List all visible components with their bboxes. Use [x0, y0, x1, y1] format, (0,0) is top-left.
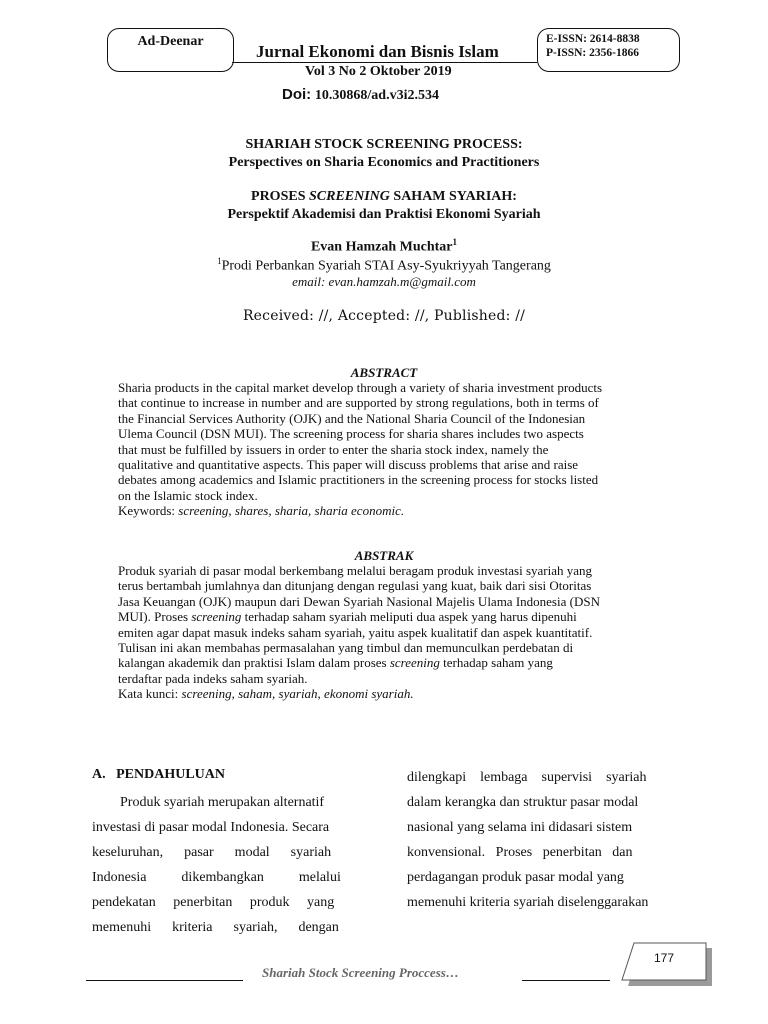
- body-line: memenuhi kriteria syariah, dengan: [92, 920, 339, 935]
- abstract-line: Sharia products in the capital market develop through a variety of sharia investment products: [118, 380, 603, 395]
- abstrak-line: terus bertambah jumlahnya dan ditunjang dengan regulasi yang kuat, baik dari sisi Otoritas: [118, 578, 592, 594]
- body-line: perdagangan produk pasar modal yang: [407, 870, 624, 885]
- title-indonesian-line1: [0, 189, 768, 205]
- body-line: investasi di pasar modal Indonesia. Secara: [92, 820, 330, 835]
- author-line: [0, 237, 768, 256]
- abstrak-line: Produk syariah di pasar modal berkembang melalui beragam produk investasi syariah yang: [118, 563, 593, 578]
- title-english-line1: SHARIAH STOCK SCREENING PROCESS:: [245, 137, 523, 152]
- abstrak-seg: kalangan akademik dan praktisi Islam dalam proses: [118, 655, 390, 671]
- abstrak-seg-italic: screening: [389, 655, 440, 671]
- affiliation-line: [0, 256, 768, 275]
- title-id-part3: SAHAM SYARIAH:: [389, 189, 517, 204]
- issn-badge: [537, 28, 680, 72]
- footer-rule-left: [86, 980, 243, 981]
- doi-value: 10.30868/ad.v3i2.534: [314, 88, 439, 103]
- kata-kunci-value: screening, saham, syariah, ekonomi syariah.: [181, 686, 414, 702]
- footer-rule-right: [522, 980, 610, 981]
- abstrak-seg: terhadap saham syariah meliputi dua aspek yang harus dipenuhi: [241, 609, 577, 625]
- abstrak-line: Jasa Keuangan (OJK) maupun dari Dewan Syariah Nasional Majelis Ulama Indonesia (DSN: [118, 593, 600, 609]
- title-english-line2: Perspectives on Sharia Economics and Practitioners: [228, 155, 540, 170]
- volume-info: Vol 3 No 2 Oktober 2019: [305, 64, 452, 79]
- right-column: [407, 765, 677, 915]
- eissn: E-ISSN: 2614-8838: [546, 33, 640, 45]
- author-sup: 1: [452, 237, 458, 247]
- body-line: konvensional. Proses penerbitan dan: [407, 845, 633, 860]
- doi-label: Doi:: [282, 86, 312, 103]
- abstrak-line: [118, 609, 648, 624]
- author-name: Evan Hamzah Muchtar: [310, 239, 453, 255]
- doi-line: [282, 86, 439, 104]
- abstract-line: that must be fulfilled by issuers in order to enter the sharia stock index, namely the: [118, 441, 549, 457]
- kata-kunci-label: Kata kunci:: [118, 686, 182, 702]
- journal-short-name: Ad-Deenar: [137, 34, 204, 49]
- header-rule: [232, 62, 537, 63]
- body-line: memenuhi kriteria syariah diselenggarakan: [407, 895, 649, 910]
- abstrak-line: terdaftar pada indeks saham syariah.: [118, 670, 308, 686]
- abstrak-seg: terhadap saham yang: [439, 655, 553, 671]
- title-id-screening: SCREENING: [308, 189, 390, 204]
- running-title: Shariah Stock Screening Proccess…: [262, 965, 459, 980]
- affiliation: Prodi Perbankan Syariah STAI Asy-Syukriyyah Tangerang: [221, 258, 551, 274]
- abstract-line: Ulema Council (DSN MUI). The screening process for sharia shares includes two aspects: [118, 426, 584, 442]
- abstract-heading: ABSTRACT: [350, 365, 418, 380]
- pissn: P-ISSN: 2356-1866: [546, 47, 639, 59]
- abstrak-heading: ABSTRAK: [354, 548, 414, 563]
- email-line: [0, 274, 768, 290]
- journal-short-badge: [107, 28, 234, 72]
- title-indonesian-line2: Perspektif Akademisi dan Praktisi Ekonomi Syariah: [227, 207, 541, 222]
- abstrak-line: Tulisan ini akan membahas permasalahan yang timbul dan memunculkan perdebatan di: [118, 640, 574, 656]
- journal-title: Jurnal Ekonomi dan Bisnis Islam: [256, 42, 499, 61]
- abstract-line: on the Islamic stock index.: [118, 487, 258, 503]
- article-dates: Received: //, Accepted: //, Published: //: [242, 308, 526, 324]
- abstrak-seg: MUI). Proses: [118, 609, 192, 625]
- page-number: 177: [654, 951, 675, 965]
- email-label: email: [292, 274, 321, 289]
- abstract-keywords: [118, 503, 648, 518]
- body-line: keseluruhan, pasar modal syariah: [92, 845, 332, 860]
- abstract-line: that continue to increase in number and are supported by strong regulations, both in terms of: [118, 395, 599, 411]
- body-line: Indonesia dikembangkan melalui: [92, 870, 341, 885]
- keywords-label: Keywords:: [118, 503, 179, 519]
- keywords-value: screening, shares, sharia, sharia economic.: [178, 503, 405, 519]
- title-id-part1: PROSES: [251, 189, 309, 204]
- left-column: [92, 790, 360, 940]
- abstract-line: debates among academics and Islamic practitioners in the screening process for stocks listed: [118, 472, 599, 488]
- section-heading: A. PENDAHULUAN: [92, 767, 225, 782]
- abstrak-keywords: [118, 686, 648, 701]
- abstrak-line: emiten agar dapat masuk indeks saham syariah, yaitu aspek kualitatif dan aspek kuantitatif.: [118, 624, 593, 640]
- body-line: Produk syariah merupakan alternatif: [120, 795, 325, 810]
- abstrak-line: [118, 655, 648, 670]
- email-address: : evan.hamzah.m@gmail.com: [320, 274, 476, 289]
- abstrak-body: [118, 563, 648, 702]
- body-line: pendekatan penerbitan produk yang: [92, 895, 335, 910]
- abstract-line: the Financial Services Authority (OJK) and the National Sharia Council of the Indonesian: [118, 410, 586, 426]
- body-line: dilengkapi lembaga supervisi syariah: [407, 770, 647, 785]
- abstrak-seg-italic: screening: [191, 609, 242, 625]
- body-line: dalam kerangka dan struktur pasar modal: [407, 795, 639, 810]
- body-line: nasional yang selama ini didasari sistem: [407, 820, 633, 835]
- abstract-line: qualitative and quantitative aspects. This paper will discuss problems that arise and raise: [118, 457, 579, 473]
- affiliation-sup: 1: [217, 256, 222, 266]
- abstract-body: [118, 380, 648, 519]
